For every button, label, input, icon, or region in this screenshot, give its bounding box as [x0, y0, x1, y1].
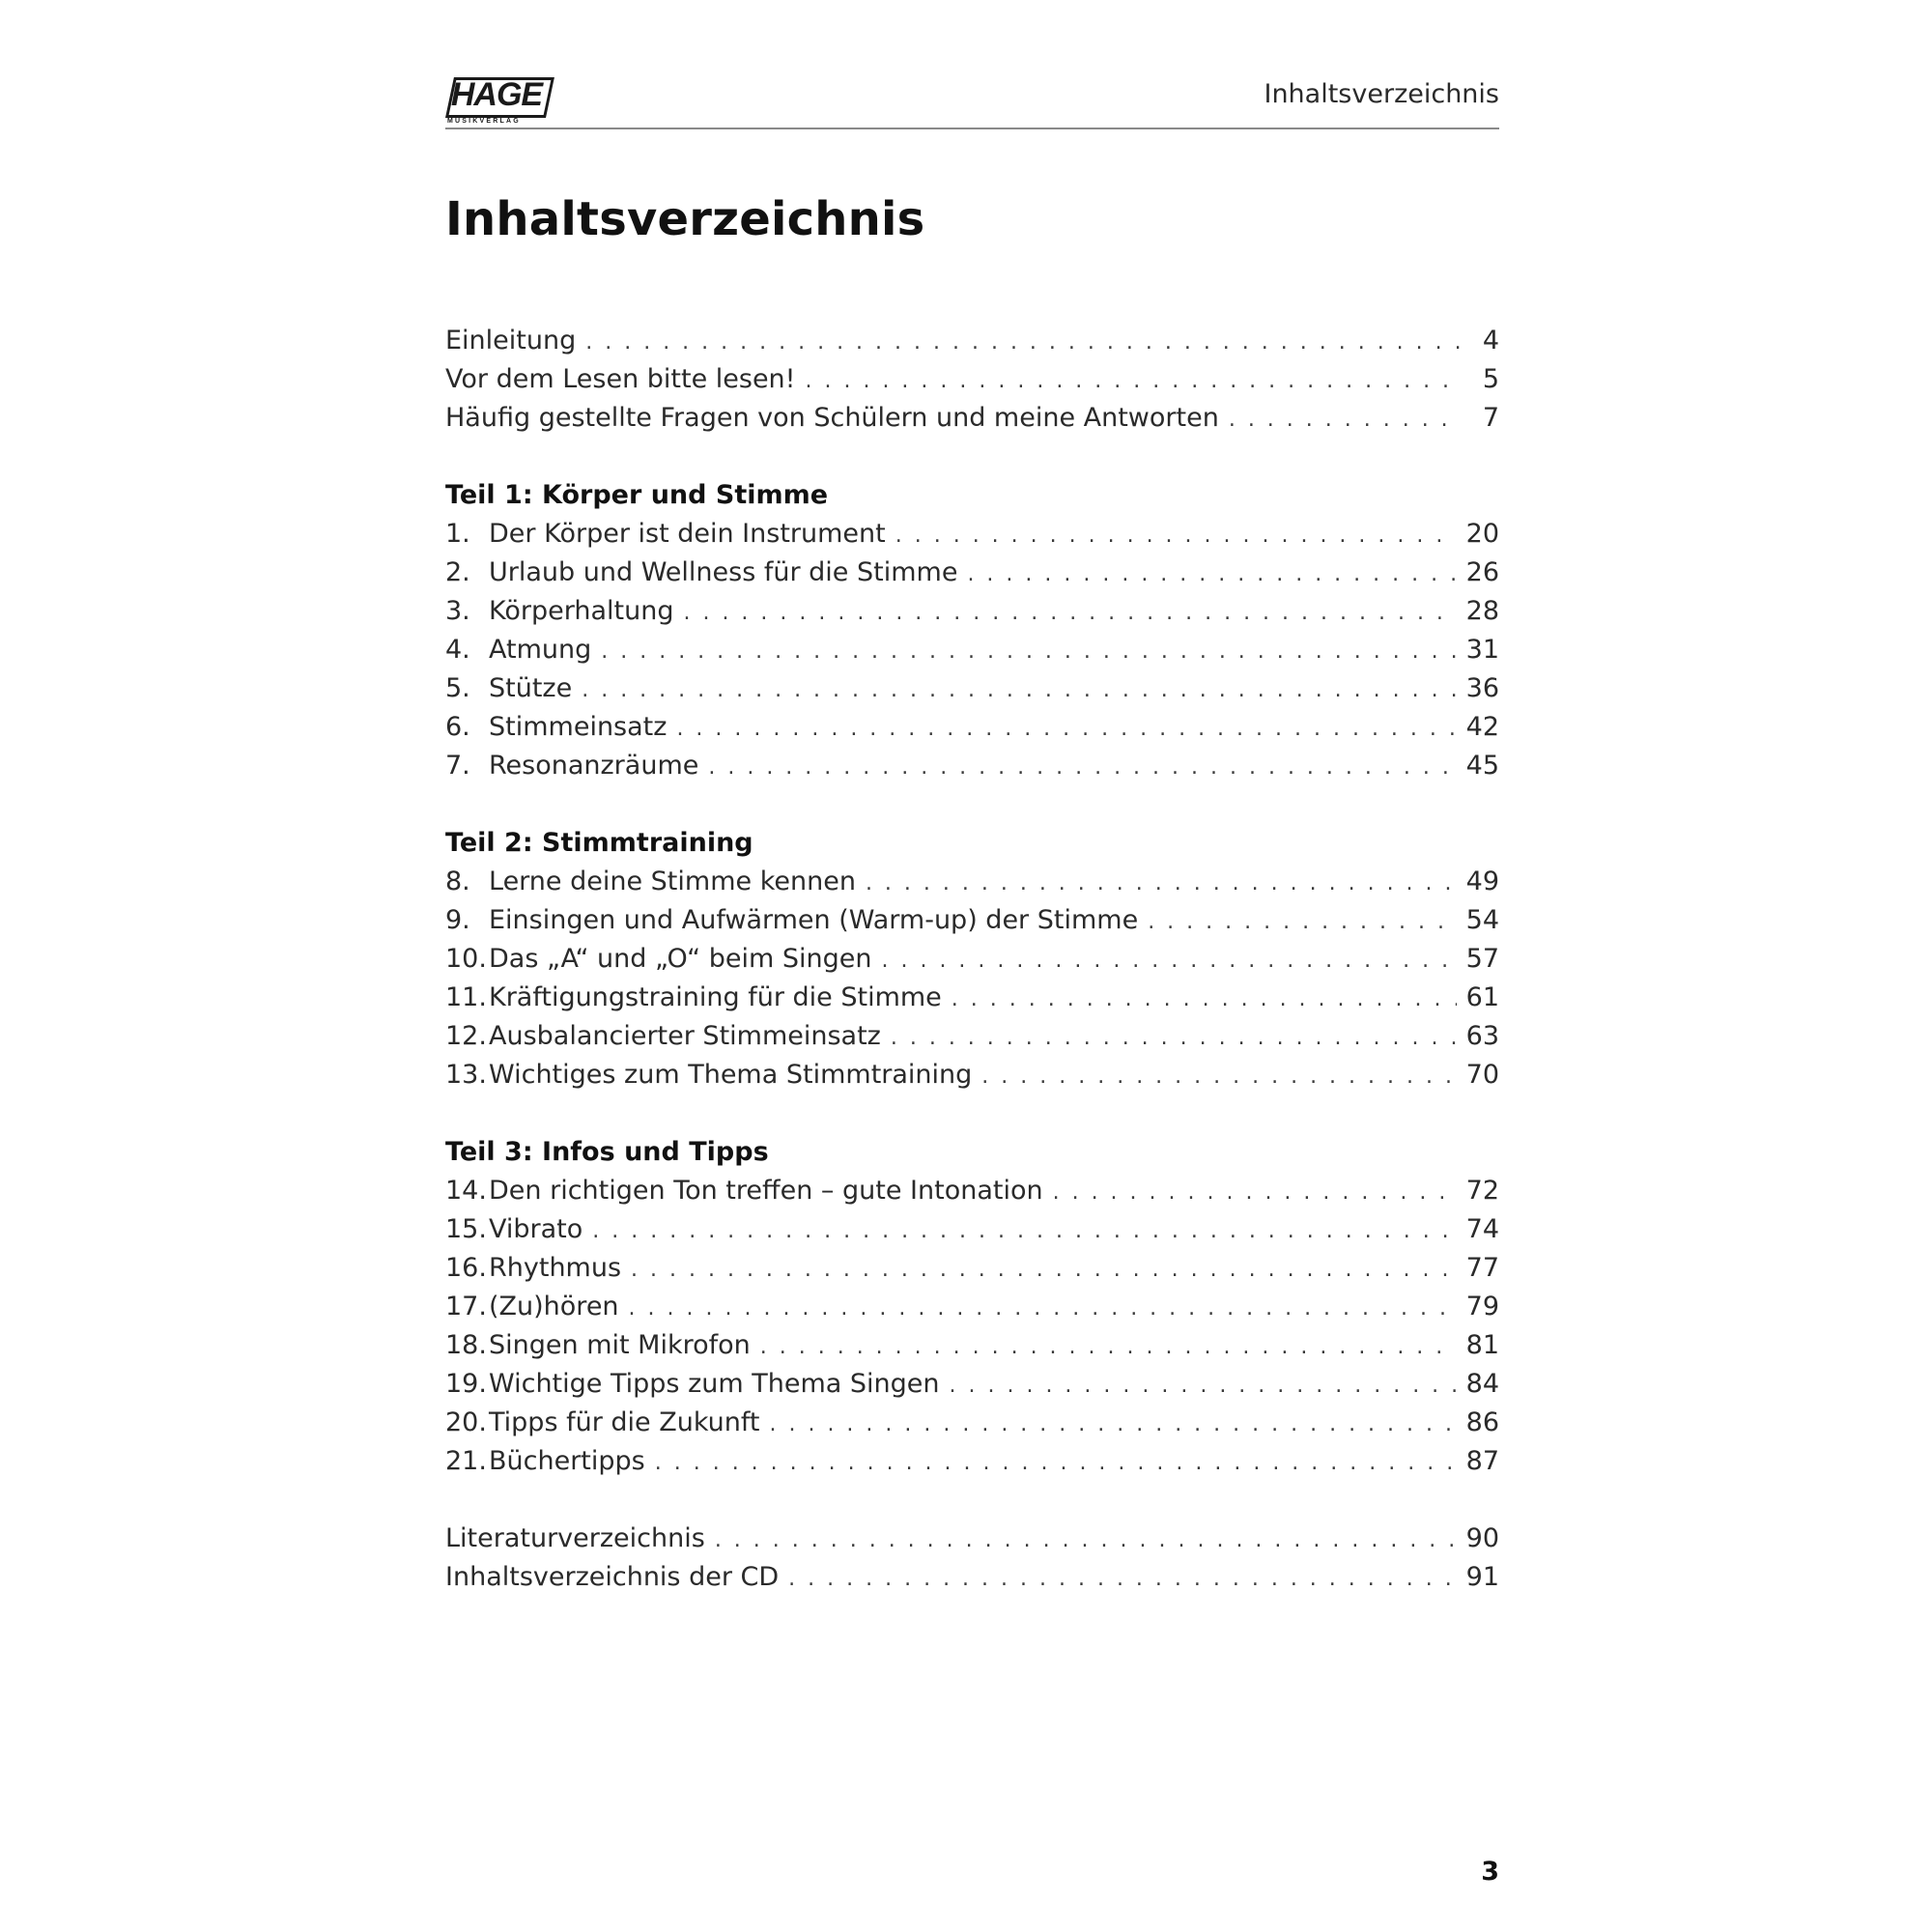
toc-entry	[445, 631, 1499, 669]
toc-entry-page: 42	[1465, 712, 1499, 742]
toc-entry-page: 4	[1482, 326, 1499, 355]
toc-entry-label: Vor dem Lesen bitte lesen!	[445, 364, 796, 394]
toc-entry-number: 16.	[445, 1253, 487, 1283]
toc-entry-page: 86	[1465, 1407, 1499, 1437]
section-heading-teil-2: Teil 2: Stimmtraining	[445, 828, 753, 858]
leader-dots	[760, 1328, 1457, 1367]
leader-dots	[1053, 1174, 1457, 1212]
toc-entry-number: 9.	[445, 905, 470, 935]
toc-entry-page: 54	[1465, 905, 1499, 935]
leader-dots	[866, 865, 1457, 903]
toc-entry-page: 36	[1465, 673, 1499, 703]
logo-text: HAGE	[450, 76, 543, 113]
toc-entry-number: 2.	[445, 557, 470, 587]
toc-entry-label: Tipps für die Zukunft	[489, 1407, 760, 1437]
toc-entry-number: 8.	[445, 867, 470, 896]
leader-dots	[683, 594, 1456, 633]
leader-dots	[582, 671, 1456, 710]
leader-dots	[585, 324, 1461, 362]
toc-entry-label: Häufig gestellte Fragen von Schülern und meine Antworten	[445, 403, 1219, 433]
toc-entry-label: Singen mit Mikrofon	[489, 1330, 751, 1360]
toc-entry	[445, 1172, 1499, 1210]
toc-entry-label: Inhaltsverzeichnis der CD	[445, 1562, 780, 1592]
leader-dots	[788, 1560, 1456, 1599]
leader-dots	[676, 710, 1456, 749]
toc-entry-page: 28	[1465, 596, 1499, 626]
toc-entry	[445, 901, 1499, 940]
toc-entry-label: Wichtiges zum Thema Stimmtraining	[489, 1060, 973, 1090]
toc-entry	[445, 1288, 1499, 1326]
toc-entry-page: 49	[1465, 867, 1499, 896]
toc-entry	[445, 747, 1499, 785]
table-of-contents	[445, 322, 1499, 1597]
toc-entry-page: 57	[1465, 944, 1499, 974]
hage-logo	[445, 77, 546, 128]
spacer	[445, 1481, 1499, 1520]
leader-dots	[895, 517, 1457, 555]
toc-entry-page: 77	[1465, 1253, 1499, 1283]
leader-dots	[708, 749, 1456, 787]
toc-entry-label: Resonanzräume	[489, 751, 699, 781]
toc-entry-number: 17.	[445, 1292, 487, 1321]
toc-entry-page: 45	[1465, 751, 1499, 781]
spacer	[445, 1094, 1499, 1133]
toc-entry-page: 81	[1465, 1330, 1499, 1360]
toc-entry-label: (Zu)hören	[489, 1292, 619, 1321]
toc-entry-number: 7.	[445, 751, 470, 781]
leader-dots	[1148, 903, 1456, 942]
toc-entry-label: Der Körper ist dein Instrument	[489, 519, 886, 549]
leader-dots	[891, 1019, 1457, 1058]
leader-dots	[950, 1367, 1457, 1406]
leader-dots	[952, 980, 1457, 1019]
toc-entry	[445, 592, 1499, 631]
header-divider	[445, 128, 1499, 129]
toc-entry-page: 74	[1465, 1214, 1499, 1244]
toc-entry-number: 20.	[445, 1407, 487, 1437]
toc-entry	[445, 554, 1499, 592]
toc-entry-number: 21.	[445, 1446, 487, 1476]
toc-entry-vor-dem-lesen	[445, 360, 1499, 399]
leader-dots	[981, 1058, 1456, 1096]
toc-entry	[445, 515, 1499, 554]
toc-entry-label: Stimmeinsatz	[489, 712, 668, 742]
toc-entry	[445, 1249, 1499, 1288]
toc-entry-page: 79	[1465, 1292, 1499, 1321]
toc-entry-page: 91	[1465, 1562, 1499, 1592]
leader-dots	[715, 1521, 1457, 1560]
toc-entry-faq	[445, 399, 1499, 438]
leader-dots	[806, 362, 1462, 401]
toc-entry-label: Atmung	[489, 635, 592, 665]
toc-entry	[445, 1404, 1499, 1442]
spacer	[445, 438, 1499, 476]
toc-entry-number: 14.	[445, 1176, 487, 1206]
toc-entry-number: 4.	[445, 635, 470, 665]
toc-entry-label: Rhythmus	[489, 1253, 622, 1283]
toc-entry-number: 13.	[445, 1060, 487, 1090]
toc-entry	[445, 1326, 1499, 1365]
toc-entry	[445, 979, 1499, 1017]
section-heading-teil-3: Teil 3: Infos und Tipps	[445, 1137, 769, 1167]
toc-entry-label: Stütze	[489, 673, 573, 703]
running-header-title: Inhaltsverzeichnis	[1264, 79, 1499, 109]
toc-entry-label: Einleitung	[445, 326, 577, 355]
toc-entry-page: 61	[1465, 982, 1499, 1012]
toc-entry-number: 6.	[445, 712, 470, 742]
toc-entry-label: Literaturverzeichnis	[445, 1523, 705, 1553]
toc-entry-page: 20	[1465, 519, 1499, 549]
toc-entry	[445, 1210, 1499, 1249]
toc-entry	[445, 1056, 1499, 1094]
leader-dots	[629, 1290, 1457, 1328]
toc-entry-page: 31	[1465, 635, 1499, 665]
toc-entry-page: 63	[1465, 1021, 1499, 1051]
toc-entry	[445, 669, 1499, 708]
toc-entry-label: Den richtigen Ton treffen – gute Intonation	[489, 1176, 1043, 1206]
toc-entry-label: Ausbalancierter Stimmeinsatz	[489, 1021, 881, 1051]
toc-entry-number: 19.	[445, 1369, 487, 1399]
toc-entry-page: 90	[1465, 1523, 1499, 1553]
toc-entry-label: Körperhaltung	[489, 596, 674, 626]
toc-entry-label: Urlaub und Wellness für die Stimme	[489, 557, 958, 587]
leader-dots	[655, 1444, 1457, 1483]
toc-entry-label: Lerne deine Stimme kennen	[489, 867, 856, 896]
page-title: Inhaltsverzeichnis	[445, 192, 925, 246]
toc-entry-number: 5.	[445, 673, 470, 703]
leader-dots	[592, 1212, 1456, 1251]
toc-entry-page: 87	[1465, 1446, 1499, 1476]
toc-entry-label: Wichtige Tipps zum Thema Singen	[489, 1369, 940, 1399]
toc-entry-label: Das „A“ und „O“ beim Singen	[489, 944, 872, 974]
leader-dots	[967, 555, 1456, 594]
toc-entry-number: 1.	[445, 519, 470, 549]
leader-dots	[601, 633, 1456, 671]
toc-entry-literaturverzeichnis	[445, 1520, 1499, 1558]
toc-entry-label: Büchertipps	[489, 1446, 645, 1476]
toc-entry-einleitung	[445, 322, 1499, 360]
toc-entry-cd-verzeichnis	[445, 1558, 1499, 1597]
leader-dots	[769, 1406, 1456, 1444]
toc-entry	[445, 863, 1499, 901]
logo-subtext: MUSIKVERLAG	[447, 118, 521, 125]
spacer	[445, 785, 1499, 824]
toc-entry-number: 18.	[445, 1330, 487, 1360]
toc-entry-page: 70	[1465, 1060, 1499, 1090]
page-number: 3	[1481, 1857, 1499, 1887]
toc-entry	[445, 940, 1499, 979]
toc-entry-number: 10.	[445, 944, 487, 974]
toc-entry-label: Vibrato	[489, 1214, 583, 1244]
toc-entry-number: 15.	[445, 1214, 487, 1244]
leader-dots	[881, 942, 1456, 980]
toc-entry-label: Kräftigungstraining für die Stimme	[489, 982, 942, 1012]
toc-entry	[445, 708, 1499, 747]
toc-entry-label: Einsingen und Aufwärmen (Warm-up) der Stimme	[489, 905, 1139, 935]
toc-entry-number: 11.	[445, 982, 487, 1012]
toc-entry-page: 26	[1465, 557, 1499, 587]
toc-entry	[445, 1017, 1499, 1056]
toc-entry	[445, 1365, 1499, 1404]
toc-entry-number: 12.	[445, 1021, 487, 1051]
toc-entry-page: 84	[1465, 1369, 1499, 1399]
toc-entry-number: 3.	[445, 596, 470, 626]
toc-entry-page: 72	[1465, 1176, 1499, 1206]
leader-dots	[1229, 401, 1461, 440]
toc-entry-page: 7	[1482, 403, 1499, 433]
section-heading-teil-1: Teil 1: Körper und Stimme	[445, 480, 829, 510]
toc-entry-page: 5	[1482, 364, 1499, 394]
toc-entry	[445, 1442, 1499, 1481]
leader-dots	[631, 1251, 1457, 1290]
